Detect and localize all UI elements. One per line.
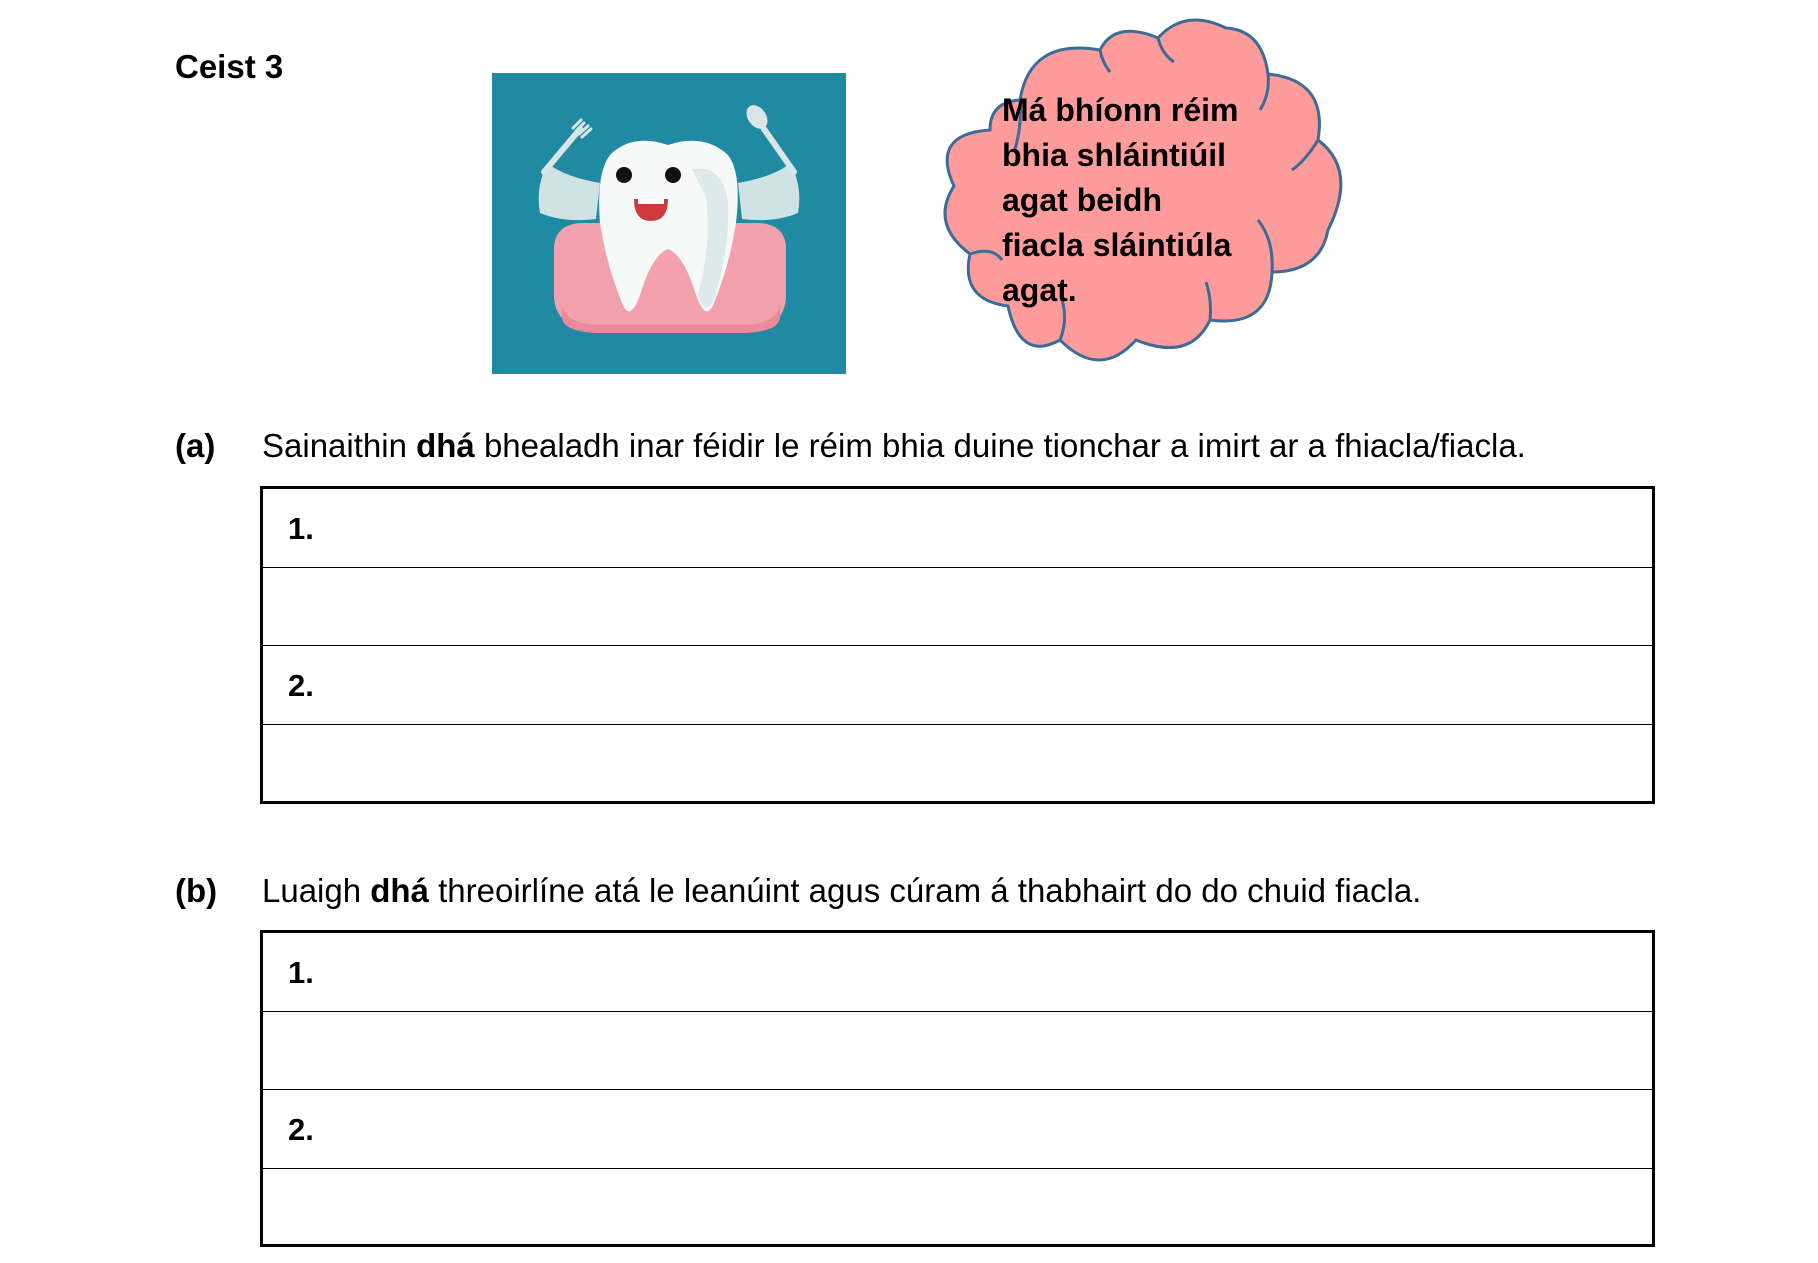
answer-box-b (260, 930, 1655, 1247)
answer-box-a (260, 486, 1655, 804)
cloud-line: Má bhíonn réim (1002, 92, 1239, 128)
question-title: Ceist 3 (175, 48, 284, 85)
answer-number: 2. (288, 1112, 314, 1147)
answer-number: 2. (288, 668, 314, 703)
answer-line-b1[interactable] (263, 933, 1652, 1012)
question-b-text-end: threoirlíne atá le leanúint agus cúram á thabhairt do do chuid fiacla. (428, 872, 1422, 909)
answer-line-b1-cont[interactable] (263, 1012, 1652, 1091)
question-b-text-start: Luaigh (262, 872, 371, 909)
question-a-label: (a) (175, 427, 216, 464)
cloud-line: bhia shláintiúil (1002, 137, 1227, 173)
question-a-text-end: bhealadh inar féidir le réim bhia duine tionchar a imirt ar a fhiacla/fiacla. (474, 427, 1526, 464)
question-b-label: (b) (175, 872, 218, 909)
answer-line-a1-cont[interactable] (263, 568, 1652, 647)
answer-line-a2-cont[interactable] (263, 725, 1652, 804)
question-b-emphasis: dhá (370, 872, 429, 909)
cloud-message (1002, 88, 1322, 313)
speech-cloud (910, 10, 1370, 410)
answer-line-a1[interactable] (263, 489, 1652, 568)
answer-line-a2[interactable] (263, 646, 1652, 725)
cloud-line: fiacla sláintiúla (1002, 227, 1232, 263)
question-a-emphasis: dhá (416, 427, 475, 464)
happy-tooth-icon (492, 73, 846, 374)
cloud-line: agat beidh (1002, 182, 1163, 218)
question-b-text (262, 872, 1421, 910)
tooth-illustration (492, 73, 846, 374)
answer-number: 1. (288, 511, 314, 546)
answer-line-b2[interactable] (263, 1090, 1652, 1169)
answer-number: 1. (288, 955, 314, 990)
question-a-text-start: Sainaithin (262, 427, 417, 464)
answer-line-b2-cont[interactable] (263, 1169, 1652, 1248)
question-a-text (262, 427, 1526, 465)
cloud-line: agat. (1002, 272, 1077, 308)
